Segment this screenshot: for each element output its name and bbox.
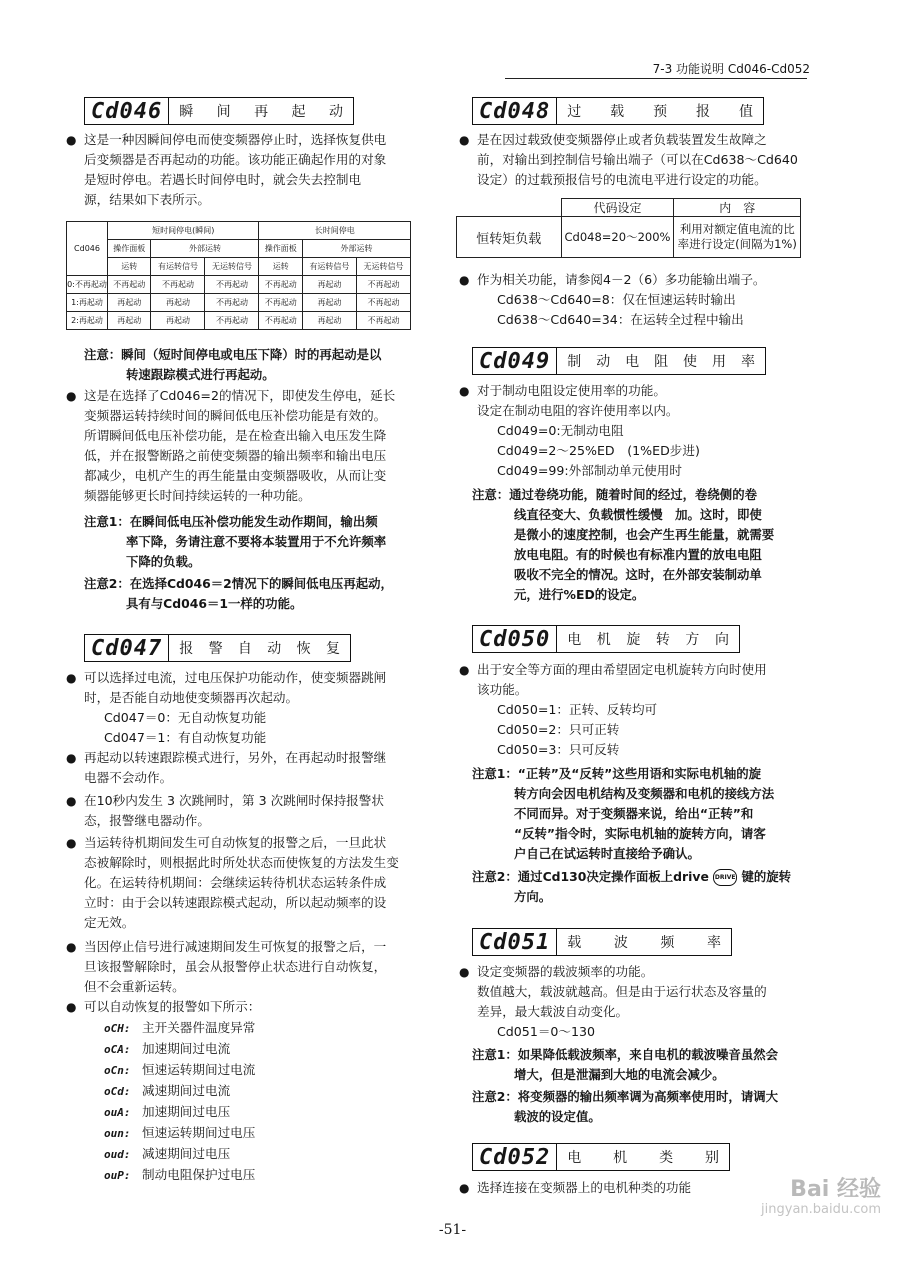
cd049-note: 注意：通过卷绕功能，随着时间的经过，卷绕侧的卷 线直径变大、负载惯性缓慢 加。这时，即使 是微小的速度控制，也会产生再生能量，就需要 放电电阻。有的时候也有标准内置的放电电阻 吸收不完全的情况。这时，在外部安装制动单 元，进行%ED的设定。 bbox=[472, 487, 775, 602]
cd046-bullet-1: ● 这是一种因瞬间停电而使变频器停止时，选择恢复供电 后变频器是否再起动的功能。该功能正确起作用的对象 是短时停电。若遇长时间停电时，就会失去控制电 源，结果如下表所示。 bbox=[84, 130, 414, 210]
cd049-code: Cd049 bbox=[473, 348, 557, 374]
header-rule bbox=[505, 78, 807, 79]
cd046-note: 注意：瞬间（短时间停电或电压下降）时的再起动是以 转速跟踪模式进行再起动。 bbox=[84, 347, 382, 382]
list-item: ouP: 制动电阻保护过电压 bbox=[104, 1167, 256, 1182]
cd051-code: Cd051 bbox=[473, 929, 557, 955]
cd049-title: 制 动 电 阻 使 用 率 bbox=[567, 354, 755, 370]
drive-key-icon: DRIVE bbox=[713, 869, 737, 886]
cd050-bullet-1: ● 出于安全等方面的理由希望固定电机旋转方向时使用 该功能。 Cd050=1：正转、反转均可 Cd050=2：只可正转 Cd050=3：只可反转 bbox=[477, 660, 807, 760]
list-item: ouA: 加速期间过电压 bbox=[104, 1104, 231, 1119]
cd052-title-box bbox=[472, 1143, 730, 1171]
cd051-title-box bbox=[472, 928, 732, 956]
cd052-bullet-1: ● 选择连接在变频器上的电机种类的功能 bbox=[477, 1178, 807, 1198]
cd048-title: 过 载 预 报 值 bbox=[567, 104, 753, 120]
watermark-logo: Bai 经验 bbox=[790, 1177, 881, 1202]
cd046-code: Cd046 bbox=[85, 98, 169, 124]
table-row: 2:再起动 再起动 再起动 不再起动 不再起动 再起动 不再起动 bbox=[67, 312, 411, 330]
cd048-code: Cd048 bbox=[473, 98, 557, 124]
table-head-short: 短时间停电(瞬间) bbox=[108, 222, 259, 240]
cd047-bullet-6: ● 可以自动恢复的报警如下所示： bbox=[84, 997, 414, 1017]
cd046-note-1: 注意1：在瞬间低电压补偿功能发生动作期间，输出频 率下降，务请注意不要将本装置用于不允许频率 下降的负载。 bbox=[84, 514, 387, 569]
list-item: oCn: 恒速运转期间过电流 bbox=[104, 1062, 256, 1077]
cd046-title: 瞬 间 再 起 动 bbox=[179, 104, 343, 120]
cd047-bullet-3: ● 在10秒内发生 3 次跳闸时，第 3 次跳闸时保持报警状 态，报警继电器动作。 bbox=[84, 791, 414, 831]
cd050-code: Cd050 bbox=[473, 626, 557, 652]
list-item: oCH: 主开关器件温度异常 bbox=[104, 1020, 256, 1035]
cd047-title: 报 警 自 动 恢 复 bbox=[179, 641, 340, 657]
cd052-title: 电 机 类 别 bbox=[567, 1150, 719, 1166]
page-number: -51- bbox=[438, 1222, 467, 1238]
table-corner: Cd046 bbox=[67, 222, 108, 276]
list-item: oCA: 加速期间过电流 bbox=[104, 1041, 231, 1056]
table-row: 1:再起动 再起动 再起动 不再起动 不再起动 再起动 不再起动 bbox=[67, 294, 411, 312]
cd051-bullet-1: ● 设定变频器的载波频率的功能。 数值越大，载波就越高。但是由于运行状态及容量的 差异，最大载波自动变化。 Cd051＝0～130 bbox=[477, 962, 807, 1042]
cd046-title-box bbox=[84, 97, 354, 125]
cd047-code: Cd047 bbox=[85, 635, 169, 661]
cd051-note-2: 注意2：将变频器的输出频率调为高频率使用时，请调大 载波的设定值。 bbox=[472, 1089, 778, 1124]
cd047-title-box bbox=[84, 634, 351, 662]
table-head-long: 长时间停电 bbox=[259, 222, 411, 240]
cd048-table: 代码设定 内 容 恒转矩负载 Cd048=20～200% 利用对额定值电流的比 率进行设定(间隔为1%) bbox=[456, 198, 801, 258]
watermark-url: jingyan.baidu.com bbox=[761, 1202, 881, 1217]
cd050-title-box bbox=[472, 625, 740, 653]
cd047-bullet-2: ● 再起动以转速跟踪模式进行，另外，在再起动时报警继 电器不会动作。 bbox=[84, 748, 414, 788]
cd046-table: Cd046 短时间停电(瞬间) 长时间停电 操作面板 外部运转 操作面板 外部运转 运转 有运转信号 无运转信号 运转 有运转信号 无运转信号 0:不再起动 不再起动 不再起动 不再起动 不再起动 再起动 不再起动 1:再起动 再起动 再起动 不再起动 不再起动 再起动 不再起动 2:再起动 再起动 再起动 不再起动 不再起动 再起动 不再起动 bbox=[66, 221, 411, 330]
cd047-bullet-5: ● 当因停止信号进行减速期间发生可恢复的报警之后，一 旦该报警解除时，虽会从报警停止状态进行自动恢复， 但不会重新运转。 bbox=[84, 937, 414, 997]
table-row: 0:不再起动 不再起动 不再起动 不再起动 不再起动 再起动 不再起动 bbox=[67, 276, 411, 294]
cd047-bullet-4: ● 当运转待机期间发生可自动恢复的报警之后，一旦此状 态被解除时，则根据此时所处状态而使恢复的方法发生变 化。在运转待机期间：会继续运转待机状态运转条件成 立时：由于会以转速跟踪模式起动，所以起动频率的设 定无效。 bbox=[84, 833, 414, 933]
cd046-bullet-2: ● 这是在选择了Cd046=2的情况下，即使发生停电，延长 变频器运转持续时间的瞬间低电压补偿功能是有效的。 所谓瞬间低电压补偿功能，是在检查出输入电压发生降 低，并在报警断路之前使变频器的输出频率和输出电压 都减少，电机产生的再生能量由变频器吸收，从而让变 频器能够更长时间持续运转的一种功能。 bbox=[84, 386, 414, 506]
cd047-bullet-1: ● 可以选择过电流，过电压保护功能动作，使变频器跳闸 时，是否能自动地使变频器再次起动。 Cd047＝0：无自动恢复功能 Cd047＝1：有自动恢复功能 bbox=[84, 668, 414, 748]
list-item: oCd: 减速期间过电流 bbox=[104, 1083, 231, 1098]
cd050-note-2: 注意2：通过Cd130决定操作面板上drive DRIVE 键的旋转 方向。 bbox=[472, 869, 792, 904]
cd049-title-box bbox=[472, 347, 766, 375]
table-row: 恒转矩负载 Cd048=20～200% 利用对额定值电流的比 率进行设定(间隔为1%) bbox=[457, 217, 801, 258]
cd050-title: 电 机 旋 转 方 向 bbox=[567, 632, 729, 648]
list-item: oud: 减速期间过电压 bbox=[104, 1146, 231, 1161]
list-item: oun: 恒速运转期间过电压 bbox=[104, 1125, 256, 1140]
cd051-note-1: 注意1：如果降低载波频率，来自电机的载波噪音虽然会 增大，但是泄漏到大地的电流会减少。 bbox=[472, 1047, 778, 1082]
cd048-bullet-2: ● 作为相关功能，请参阅4－2（6）多功能输出端子。 Cd638～Cd640=8：仅在恒速运转时输出 Cd638～Cd640=34：在运转全过程中输出 bbox=[477, 270, 807, 330]
cd052-code: Cd052 bbox=[473, 1144, 557, 1170]
cd050-note-1: 注意1：“正转”及“反转”这些用语和实际电机轴的旋 转方向会因电机结构及变频器和电机的接线方法 不同而异。对于变频器来说，给出“正转”和 “反转”指令时，实际电机轴的旋转方向，请客 户自己在试运转时直接给予确认。 bbox=[472, 766, 775, 861]
alarm-list bbox=[104, 1018, 404, 1186]
cd048-title-box bbox=[472, 97, 764, 125]
cd046-note-2: 注意2：在选择Cd046＝2情况下的瞬间低电压再起动， 具有与Cd046＝1一样的功能。 bbox=[84, 576, 393, 611]
page-header: 7-3 功能说明 Cd046-Cd052 bbox=[652, 62, 810, 76]
cd051-title: 载 波 频 率 bbox=[567, 935, 721, 951]
cd049-bullet-1: ● 对于制动电阻设定使用率的功能。 设定在制动电阻的容许使用率以内。 Cd049=0:无制动电阻 Cd049=2～25%ED (1%ED步进) Cd049=99:外部制动单元使用时 bbox=[477, 381, 807, 481]
cd048-bullet-1: ● 是在因过载致使变频器停止或者负载装置发生故障之 前，对输出到控制信号输出端子（可以在Cd638～Cd640 设定）的过载预报信号的电流电平进行设定的功能。 bbox=[477, 130, 807, 190]
